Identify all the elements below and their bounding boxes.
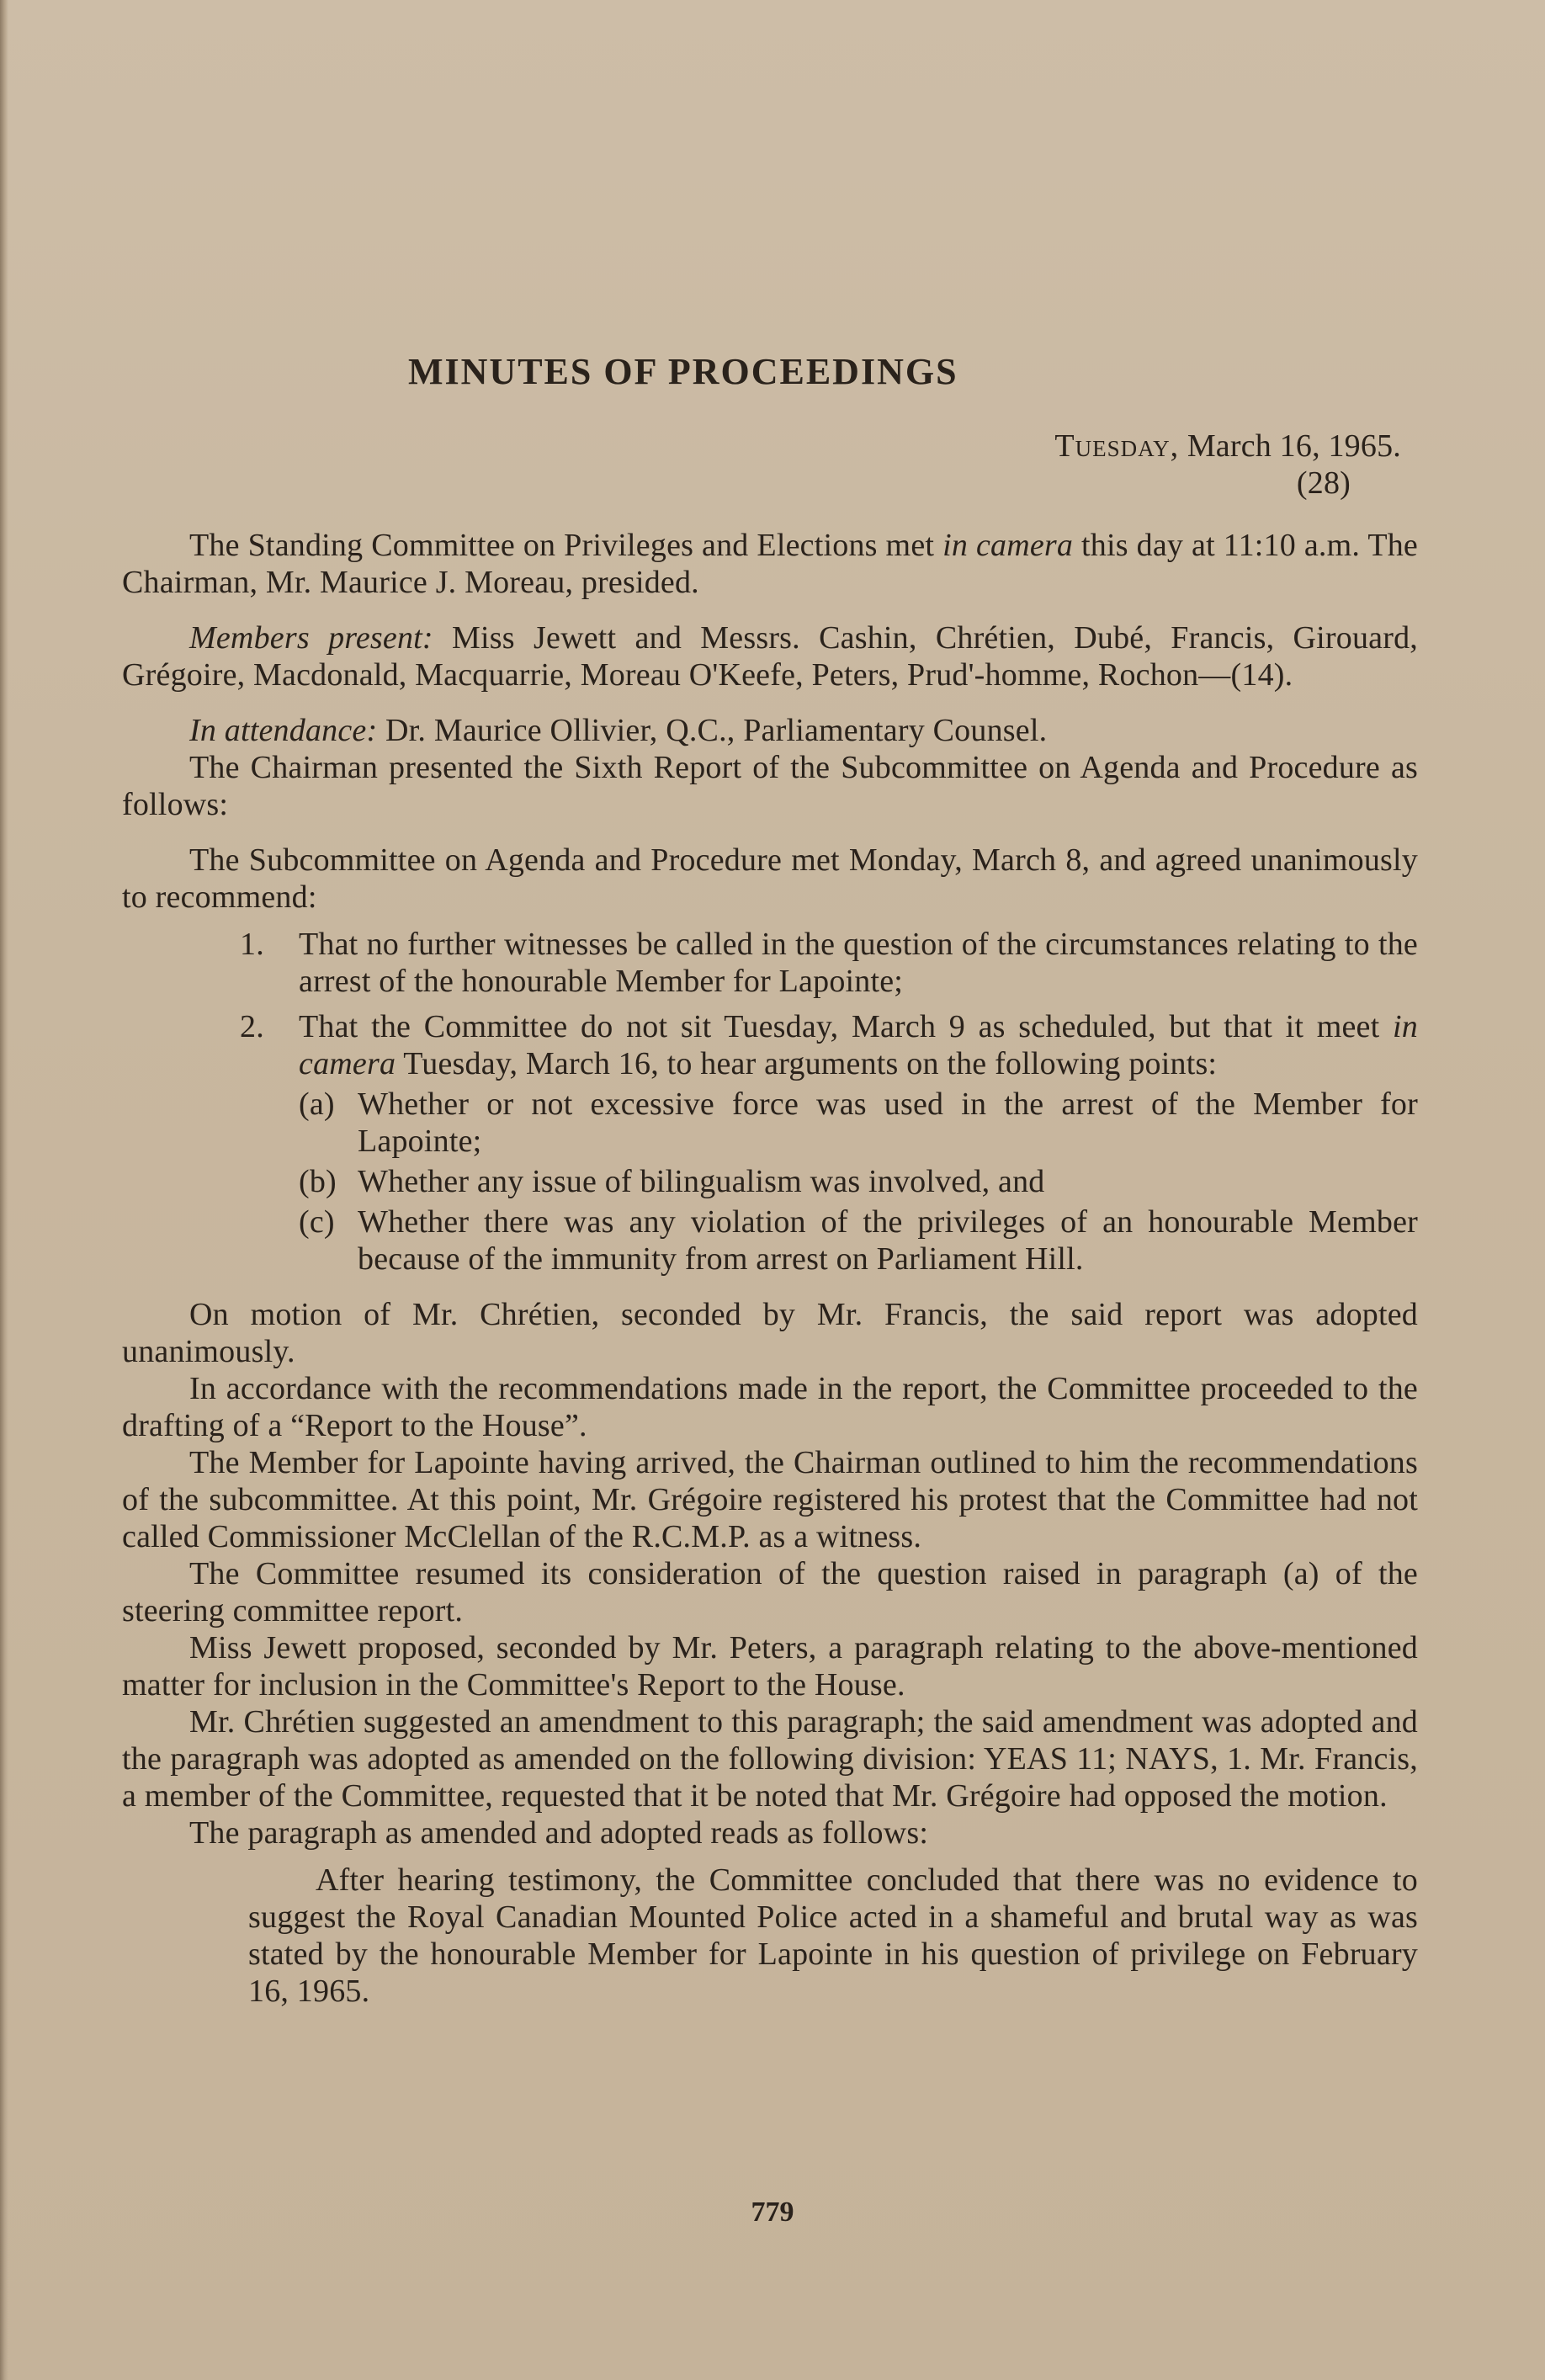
list-item-text-b: Tuesday, March 16, to hear arguments on the following points: <box>403 1046 1218 1081</box>
list-item-text <box>299 1008 1418 1082</box>
opening-italic: in camera <box>942 528 1074 563</box>
chairman-report-paragraph: The Chairman presented the Sixth Report of the Subcommittee on Agenda and Procedure as follows: <box>122 750 1418 822</box>
sub-list-item-letter: (b) <box>299 1164 337 1199</box>
list-item <box>240 1008 1418 1082</box>
document-body <box>122 353 1418 2010</box>
sub-list-item-letter: (a) <box>299 1086 335 1122</box>
sub-list-item <box>299 1163 1418 1200</box>
attendance-label: In attendance: <box>189 713 378 748</box>
subcommittee-paragraph: The Subcommittee on Agenda and Procedure met Monday, March 8, and agreed unanimously to recommend: <box>122 842 1418 915</box>
opening-text-1: The Standing Committee on Privileges and Elections met <box>189 528 935 563</box>
sub-list-item-text: Whether there was any violation of the privileges of an honourable Member because of the immunity from arrest on Parliament Hill. <box>358 1204 1418 1277</box>
page-number: 779 <box>751 2197 794 2228</box>
list-item <box>240 926 1418 1000</box>
attendance-text: Dr. Maurice Ollivier, Q.C., Parliamentary Counsel. <box>385 713 1048 748</box>
list-item-number: 2. <box>240 1009 264 1044</box>
members-text: Miss Jewett and Messrs. Cashin, Chrétien, Dubé, Francis, Girouard, Grégoire, Macdonald, Macquarrie, Moreau O'Keefe, Peters, Prud'-homme, Rochon—(14). <box>122 620 1419 693</box>
quoted-paragraph: After hearing testimony, the Committee concluded that there was no evidence to suggest the Royal Canadian Mounted Police acted in a shameful and brutal way as was stated by the honourable Member for Lapointe in his question of privilege on February 16, 1965. <box>248 1862 1418 2009</box>
page-title: MINUTES OF PROCEEDINGS <box>408 351 958 392</box>
list-item-italic: in camera <box>299 1009 1418 1081</box>
list-item-number: 1. <box>240 927 264 962</box>
body-paragraph: On motion of Mr. Chrétien, seconded by Mr. Francis, the said report was adopted unanimously. <box>122 1297 1418 1369</box>
members-paragraph <box>122 619 1418 693</box>
sub-list-item-text: Whether any issue of bilingualism was involved, and <box>358 1164 1045 1199</box>
dateline <box>122 428 1401 465</box>
dateline-day: Tuesday, <box>1054 428 1180 464</box>
list-item-text: That no further witnesses be called in the question of the circumstances relating to the arrest of the honourable Member for Lapointe; <box>299 927 1418 999</box>
opening-paragraph <box>122 527 1418 601</box>
recommendation-list <box>122 926 1418 1278</box>
sub-list-item-text: Whether or not excessive force was used in the arrest of the Member for Lapointe; <box>358 1086 1418 1159</box>
opening-text-2: this day at 11:10 a.m. The Chairman, Mr. Maurice J. Moreau, presided. <box>122 528 1418 600</box>
members-label: Members present: <box>189 620 433 656</box>
body-paragraph: The Committee resumed its consideration of the question raised in paragraph (a) of the steering committee report. <box>122 1556 1418 1628</box>
body-paragraph: The Member for Lapointe having arrived, the Chairman outlined to him the recommendations of the subcommittee. At this point, Mr. Grégoire registered his protest that the Committee had not called Commissioner McClellan of the R.C.M.P. as a witness. <box>122 1445 1418 1554</box>
sub-list-item <box>299 1203 1418 1278</box>
attendance-paragraph <box>122 712 1418 749</box>
body-paragraph: Mr. Chrétien suggested an amendment to this paragraph; the said amendment was adopted and the paragraph was adopted as amended on the following division: YEAS 11; NAYS, 1. Mr. Francis, a member of the Committee, requested that it be noted that Mr. Grégoire had opposed the motion. <box>122 1704 1418 1814</box>
body-paragraph: The paragraph as amended and adopted reads as follows: <box>189 1815 929 1851</box>
body-paragraph: In accordance with the recommendations made in the report, the Committee proceeded to the drafting of a “Report to the House”. <box>122 1371 1418 1443</box>
dateline-date: March 16, 1965. <box>1187 428 1401 464</box>
sitting-number: (28) <box>1296 465 1351 501</box>
sub-list-item <box>299 1086 1418 1160</box>
body-paragraph: Miss Jewett proposed, seconded by Mr. Peters, a paragraph relating to the above-mentioned matter for inclusion in the Committee's Report to the House. <box>122 1630 1418 1703</box>
sub-list-item-letter: (c) <box>299 1204 335 1240</box>
list-item-text-a: That the Committee do not sit Tuesday, March 9 as scheduled, but that it meet <box>299 1009 1380 1044</box>
